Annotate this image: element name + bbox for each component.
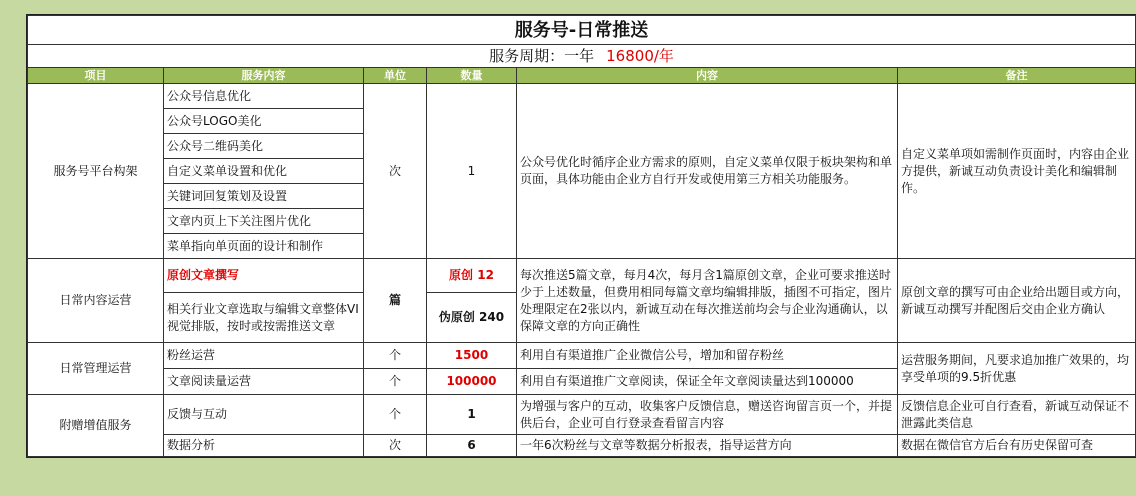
bonus-note: 反馈信息企业可自行查看，新诚互动保证不泄露此类信息 [898, 395, 1136, 435]
platform-item: 关键词回复策划及设置 [164, 184, 364, 209]
bonus-content: 一年6次粉丝与文章等数据分析报表，指导运营方向 [517, 435, 898, 457]
service-table [27, 15, 1136, 457]
period-price: 16800/年 [606, 46, 674, 65]
content-ops-original: 原创文章撰写 [164, 259, 364, 293]
period-label: 服务周期：一年 [489, 46, 595, 65]
platform-item: 文章内页上下关注图片优化 [164, 209, 364, 234]
bonus-service: 反馈与互动 [164, 395, 364, 435]
content-ops-unit: 篇 [364, 259, 427, 343]
service-period [28, 45, 1136, 68]
platform-unit: 次 [364, 84, 427, 259]
header-project: 项目 [28, 68, 164, 84]
content-ops-qty-original: 原创 12 [427, 259, 517, 293]
mgmt-unit: 个 [364, 369, 427, 395]
platform-project: 服务号平台构架 [28, 84, 164, 259]
content-ops-note: 原创文章的撰写可由企业给出题目或方向，新诚互动撰写并配图后交由企业方确认 [898, 259, 1136, 343]
platform-note: 自定义菜单项如需制作页面时，内容由企业方提供，新诚互动负责设计美化和编辑制作。 [898, 84, 1136, 259]
platform-item: 菜单指向单页面的设计和制作 [164, 234, 364, 259]
bonus-unit: 个 [364, 395, 427, 435]
mgmt-service: 粉丝运营 [164, 343, 364, 369]
header-unit: 单位 [364, 68, 427, 84]
service-sheet [26, 14, 1136, 458]
mgmt-project: 日常管理运营 [28, 343, 164, 395]
bonus-project: 附赠增值服务 [28, 395, 164, 457]
mgmt-content: 利用自有渠道推广企业微信公号，增加和留存粉丝 [517, 343, 898, 369]
bonus-unit: 次 [364, 435, 427, 457]
platform-content: 公众号优化时循序企业方需求的原则，自定义菜单仅限于板块架构和单页面，具体功能由企业方自行开发或使用第三方相关功能服务。 [517, 84, 898, 259]
bonus-content: 为增强与客户的互动，收集客户反馈信息，赠送咨询留言页一个，并提供后台，企业可自行登录查看留言内容 [517, 395, 898, 435]
mgmt-service: 文章阅读量运营 [164, 369, 364, 395]
content-ops-project: 日常内容运营 [28, 259, 164, 343]
header-content: 内容 [517, 68, 898, 84]
header-row [28, 68, 1136, 84]
platform-qty: 1 [427, 84, 517, 259]
bonus-note: 数据在微信官方后台有历史保留可查 [898, 435, 1136, 457]
mgmt-unit: 个 [364, 343, 427, 369]
content-ops-content: 每次推送5篇文章，每月4次，每月含1篇原创文章，企业可要求推送时少于上述数量，但费用相同每篇文章均编辑排版，插图不可指定，图片处理限定在2张以内，新诚互动在每次推送前均会与企业沟通确认，以保障文章的方向正确性 [517, 259, 898, 343]
mgmt-qty: 1500 [427, 343, 517, 369]
platform-item: 自定义菜单设置和优化 [164, 159, 364, 184]
content-ops-repost: 相关行业文章选取与编辑文章整体VI视觉排版，按时或按需推送文章 [164, 293, 364, 343]
bonus-qty: 6 [427, 435, 517, 457]
header-qty: 数量 [427, 68, 517, 84]
mgmt-note: 运营服务期间，凡要求追加推广效果的，均享受单项的9.5折优惠 [898, 343, 1136, 395]
mgmt-qty: 100000 [427, 369, 517, 395]
header-service: 服务内容 [164, 68, 364, 84]
bonus-service: 数据分析 [164, 435, 364, 457]
platform-item: 公众号二维码美化 [164, 134, 364, 159]
bonus-qty: 1 [427, 395, 517, 435]
platform-item: 公众号信息优化 [164, 84, 364, 109]
header-note: 备注 [898, 68, 1136, 84]
platform-item: 公众号LOGO美化 [164, 109, 364, 134]
mgmt-content: 利用自有渠道推广文章阅读，保证全年文章阅读量达到100000 [517, 369, 898, 395]
content-ops-qty-repost: 伪原创 240 [427, 293, 517, 343]
sheet-title: 服务号-日常推送 [28, 16, 1136, 45]
